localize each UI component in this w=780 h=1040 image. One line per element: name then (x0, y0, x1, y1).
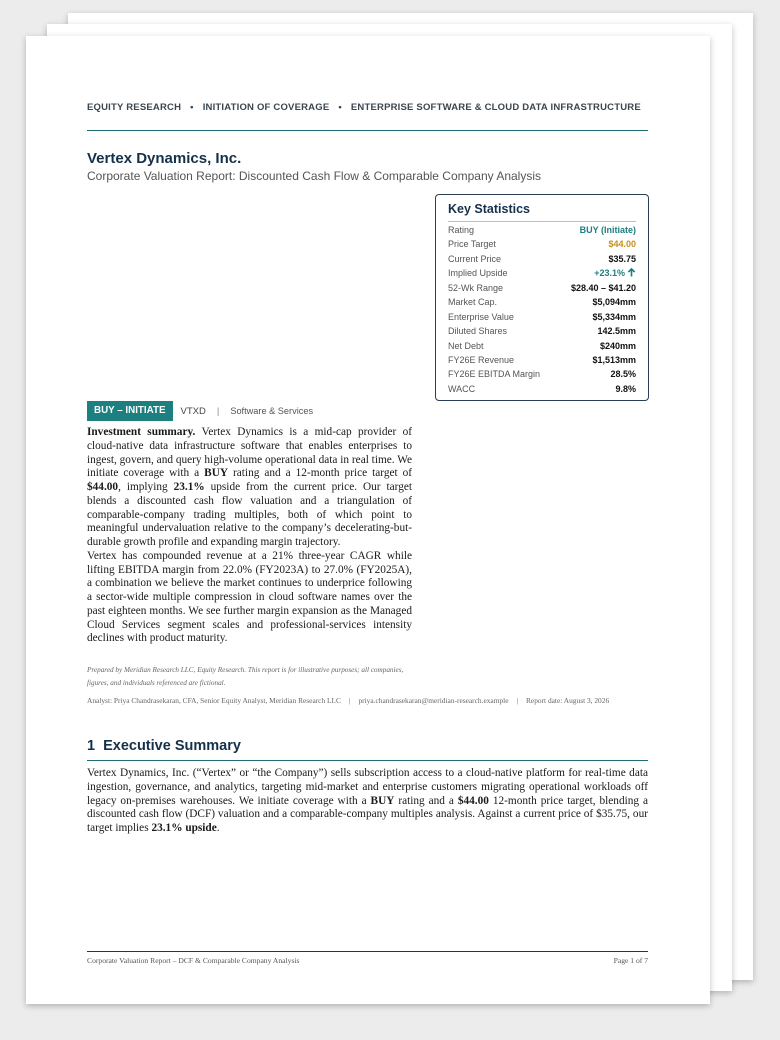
stat-value: $44.00 (608, 239, 636, 250)
stat-label: Price Target (448, 239, 496, 250)
key-statistics-title: Key Statistics (448, 202, 530, 216)
exec-rating: BUY (370, 794, 395, 807)
stat-value: $5,334mm (592, 311, 636, 322)
sector-label: Software & Services (230, 406, 314, 416)
summary-text: upside from the current price. Our target blends a discounted cash flow valuation and a triangulation of comparable-company trading multiples, both of which point to meaningful undervaluation relative to the company’s decelerating-but-durable growth profile and expanding margin trajectory. (87, 481, 412, 548)
section-number: 1 (87, 738, 96, 754)
stat-row-fy26e-revenue (448, 353, 636, 367)
page-content (87, 36, 648, 1004)
analyst-name: Analyst: Priya Chandrasekaran, CFA, Senior Equity Analyst, Meridian Research LLC (87, 696, 341, 705)
stat-label: Rating (448, 225, 475, 235)
header-item-sector: ENTERPRISE SOFTWARE & CLOUD DATA INFRASTRUCTURE (350, 102, 641, 113)
report-date-label: Report date: (525, 696, 563, 705)
header-separator: • (338, 102, 342, 113)
footer-rule (87, 951, 648, 952)
summary-rating: BUY (204, 467, 229, 480)
stat-row-price-target (448, 237, 636, 251)
report-subtitle: Corporate Valuation Report: Discounted Cash Flow & Comparable Company Analysis (87, 169, 542, 183)
stat-value: 142.5mm (597, 326, 636, 337)
report-date: August 3, 2026 (563, 696, 610, 705)
stat-label: Enterprise Value (448, 311, 514, 322)
report-page (26, 36, 710, 1004)
disclaimer: Prepared by Meridian Research LLC, Equity Research. This report is for illustrative purposes; all companies, figures, and individuals referenced are fictional. (87, 666, 404, 687)
exec-price-target: $44.00 (457, 794, 489, 807)
stat-row-enterprise-value (448, 310, 636, 324)
rating-bar (87, 401, 313, 421)
stat-row-market-cap (448, 295, 636, 309)
rating-badge: BUY – INITIATE (87, 401, 173, 421)
stat-row-net-debt (448, 339, 636, 353)
stat-label: Net Debt (448, 340, 484, 351)
key-statistics-panel (435, 194, 649, 401)
summary-paragraph-2: Vertex has compounded revenue at a 21% three-year CAGR while lifting EBITDA margin from 22.0% (FY2023A) to 27.0% (FY2025A), a combination we believe the market continues to underprice following a sector-wide multiple compression in cloud software names over the past eighteen months. We see further margin expansion as the Managed Cloud Services segment scales and professional-services intensity declines with product maturity. (87, 549, 412, 645)
exec-text: . (216, 822, 220, 834)
stat-value: $1,513mm (592, 354, 636, 365)
stat-value: $240mm (599, 340, 636, 351)
summary-text: Vertex Dynamics is a mid-cap provider of cloud-native data infrastructure software that enables enterprises to ingest, govern, and query high-volume operational data in real time. We initiate coverage with a (87, 426, 412, 480)
stat-label: Diluted Shares (448, 326, 508, 337)
running-header (87, 102, 648, 113)
section-rule (87, 760, 648, 761)
executive-summary-paragraph (87, 767, 648, 836)
investment-summary (87, 426, 412, 646)
header-separator: • (190, 102, 194, 113)
header-item-initiation: INITIATION OF COVERAGE (202, 102, 330, 113)
stat-row-implied-upside (448, 266, 636, 280)
stat-value: 9.8% (615, 383, 636, 394)
stat-label: FY26E Revenue (448, 354, 515, 365)
stat-value: $35.75 (608, 253, 636, 264)
page-number: Page 1 of 7 (613, 956, 648, 965)
section-title: Executive Summary (103, 738, 241, 754)
exec-text: rating and a (394, 794, 458, 807)
stat-value: +23.1% (594, 268, 625, 279)
analyst-separator: | (348, 696, 351, 705)
stat-row-rating (448, 223, 636, 237)
stat-value: 28.5% (610, 369, 636, 380)
stat-label: Market Cap. (448, 297, 498, 308)
stat-value: $5,094mm (592, 297, 636, 308)
summary-lead: Investment summary. (87, 426, 196, 438)
exec-text: Vertex Dynamics, Inc. (“Vertex” or “the Company”) sells subscription access to a cloud-native platform for real-time data ingestion, governance, and analytics, targeting mid-market and enterprise customers migrating operational workloads off legacy on-premises warehouses. We initiate coverage with a (87, 767, 648, 807)
stat-label: FY26E EBITDA Margin (448, 369, 541, 380)
arrow-up-icon (627, 268, 636, 277)
stat-value: BUY (Initiate) (579, 225, 636, 235)
rating-bar-separator: | (216, 405, 220, 417)
summary-text: rating and a 12-month price target of (228, 467, 413, 480)
analyst-line (87, 694, 648, 707)
exec-upside: 23.1% upside (151, 822, 217, 834)
key-statistics-rule (448, 221, 636, 222)
section-heading (87, 738, 241, 754)
company-name: Vertex Dynamics, Inc. (87, 150, 242, 167)
summary-paragraph (87, 426, 412, 550)
stat-row-diluted-shares (448, 324, 636, 338)
stat-label: WACC (448, 383, 476, 394)
stat-label: Current Price (448, 253, 502, 264)
stat-row-52wk-range (448, 281, 636, 295)
ticker-symbol: VTXD (180, 405, 206, 417)
exec-text: 12-month price target, blending a discounted cash flow (DCF) valuation and a comparable-company multiples analysis. Against a current price of $35.75, our target implies (87, 794, 648, 834)
stat-row-fy26e-ebitda-margin (448, 367, 636, 381)
analyst-email: priya.chandrasekaran@meridian-research.example (358, 696, 509, 705)
footer-title: Corporate Valuation Report – DCF & Comparable Company Analysis (87, 956, 300, 965)
stat-label: Implied Upside (448, 268, 508, 279)
header-item-research: EQUITY RESEARCH (87, 102, 182, 113)
stat-row-wacc (448, 382, 636, 396)
summary-upside: 23.1% (173, 481, 205, 493)
header-rule (87, 130, 648, 131)
summary-price-target: $44.00 (87, 481, 119, 493)
stat-row-current-price (448, 252, 636, 266)
stat-label: 52-Wk Range (448, 282, 504, 293)
stat-value: $28.40 – $41.20 (570, 282, 636, 293)
summary-text: , implying (118, 481, 174, 493)
analyst-separator: | (516, 696, 518, 705)
